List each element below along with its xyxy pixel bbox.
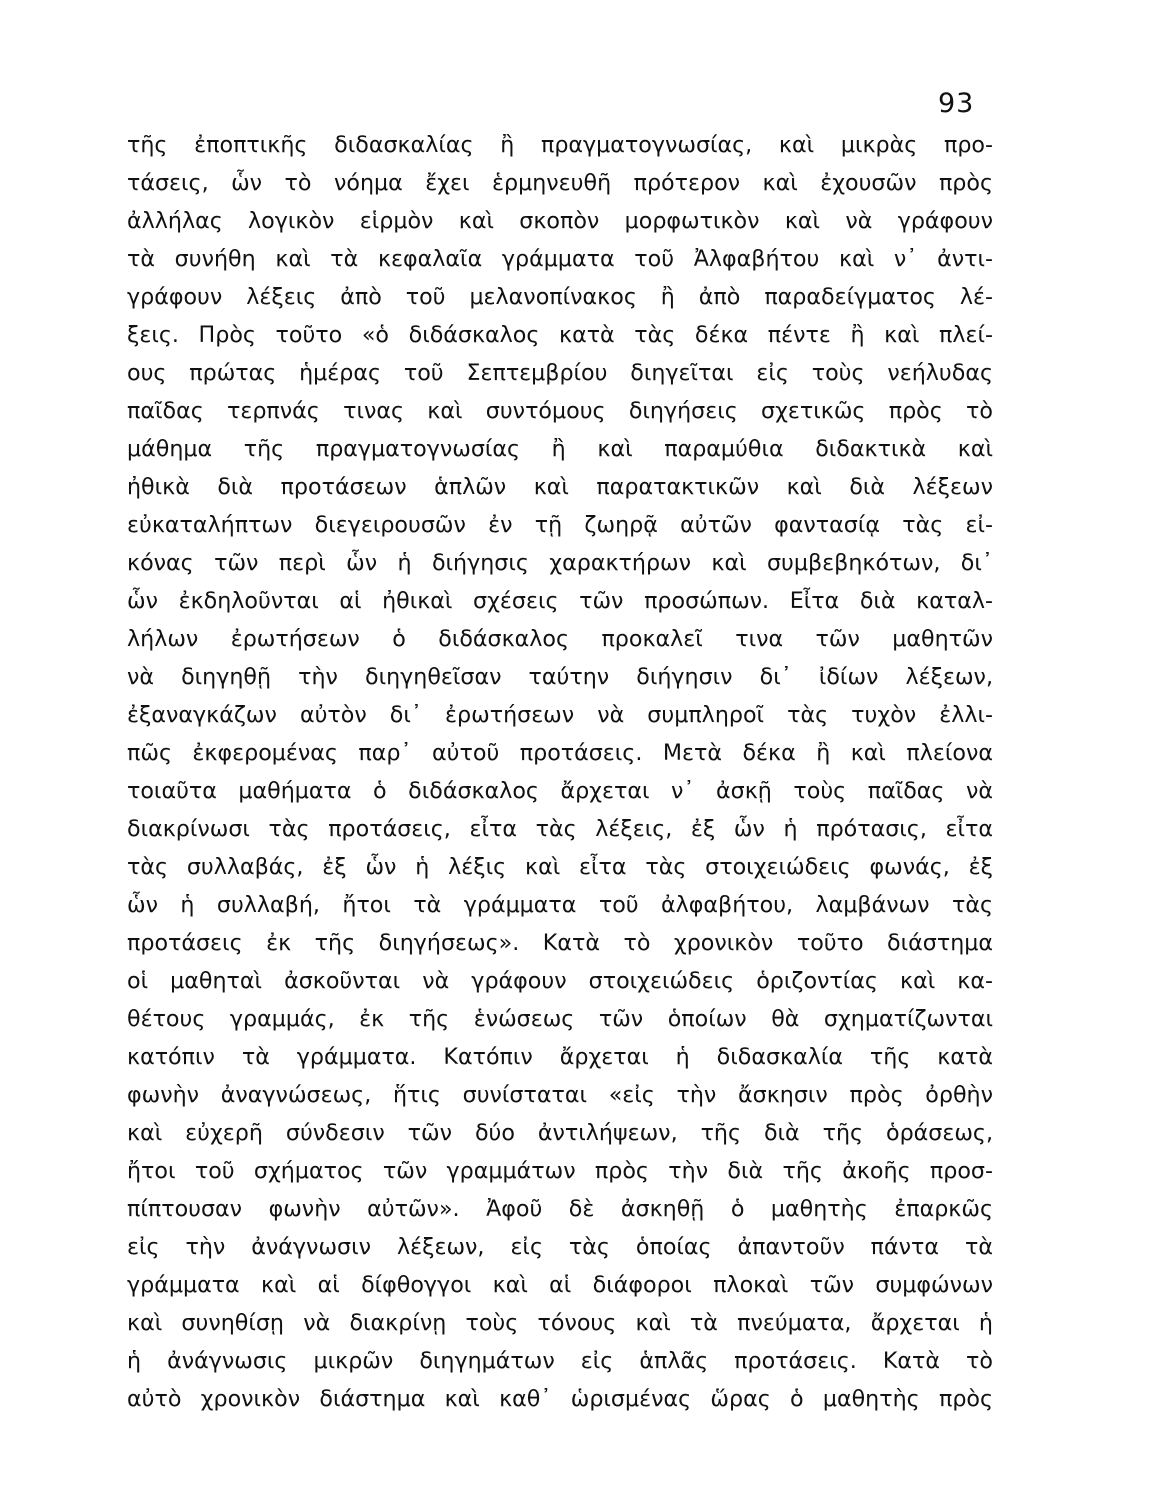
- text-line: ξεις. Πρὸς τοῦτο «ὁ διδάσκαλος κατὰ τὰς δέκα πέντε ἢ καὶ πλεί-: [127, 322, 993, 348]
- text-line: λήλων ἐρωτήσεων ὁ διδάσκαλος προκαλεῖ τινα τῶν μαθητῶν: [127, 626, 993, 652]
- text-line: ἡ ἀνάγνωσις μικρῶν διηγημάτων εἰς ἁπλᾶς προτάσεις. Κατὰ τὸ: [127, 1348, 993, 1374]
- text-line: ἐξαναγκάζων αὐτὸν δι᾽ ἐρωτήσεων νὰ συμπληροῖ τὰς τυχὸν ἐλλι-: [127, 702, 993, 728]
- text-line: γράφουν λέξεις ἀπὸ τοῦ μελανοπίνακος ἢ ἀπὸ παραδείγματος λέ-: [127, 284, 993, 310]
- text-line: διακρίνωσι τὰς προτάσεις, εἶτα τὰς λέξεις, ἐξ ὧν ἡ πρότασις, εἶτα: [127, 816, 993, 842]
- text-line: ὧν ἐκδηλοῦνται αἱ ἠθικαὶ σχέσεις τῶν προσώπων. Εἶτα διὰ καταλ-: [127, 588, 993, 614]
- text-line: τοιαῦτα μαθήματα ὁ διδάσκαλος ἄρχεται ν᾽ ἀσκῇ τοὺς παῖδας νὰ: [127, 778, 993, 804]
- page-number: 93: [938, 88, 975, 119]
- text-line: ἀλλήλας λογικὸν εἱρμὸν καὶ σκοπὸν μορφωτικὸν καὶ νὰ γράφουν: [127, 208, 993, 234]
- text-line: αὐτὸ χρονικὸν διάστημα καὶ καθ᾽ ὡρισμένας ὥρας ὁ μαθητὴς πρὸς: [127, 1386, 993, 1412]
- text-line: εἰς τὴν ἀνάγνωσιν λέξεων, εἰς τὰς ὁποίας ἀπαντοῦν πάντα τὰ: [127, 1234, 993, 1260]
- text-line: κατόπιν τὰ γράμματα. Κατόπιν ἄρχεται ἡ διδασκαλία τῆς κατὰ: [127, 1044, 993, 1070]
- text-line: γράμματα καὶ αἱ δίφθογγοι καὶ αἱ διάφοροι πλοκαὶ τῶν συμφώνων: [127, 1272, 993, 1298]
- text-line: πῶς ἐκφερομένας παρ᾽ αὐτοῦ προτάσεις. Μετὰ δέκα ἢ καὶ πλείονα: [127, 740, 993, 766]
- text-line: καὶ συνηθίσῃ νὰ διακρίνῃ τοὺς τόνους καὶ τὰ πνεύματα, ἄρχεται ἡ: [127, 1310, 993, 1336]
- text-line: τῆς ἐποπτικῆς διδασκαλίας ἢ πραγματογνωσίας, καὶ μικρὰς προ-: [127, 132, 993, 158]
- text-line: τάσεις, ὧν τὸ νόημα ἔχει ἑρμηνευθῆ πρότερον καὶ ἐχουσῶν πρὸς: [127, 170, 993, 196]
- text-line: κόνας τῶν περὶ ὧν ἡ διήγησις χαρακτήρων καὶ συμβεβηκότων, δι᾽: [127, 550, 993, 576]
- text-line: φωνὴν ἀναγνώσεως, ἥτις συνίσταται «εἰς τὴν ἄσκησιν πρὸς ὀρθὴν: [127, 1082, 993, 1108]
- text-line: ὧν ἡ συλλαβή, ἤτοι τὰ γράμματα τοῦ ἀλφαβήτου, λαμβάνων τὰς: [127, 892, 993, 918]
- text-line: τὰς συλλαβάς, ἐξ ὧν ἡ λέξις καὶ εἶτα τὰς στοιχειώδεις φωνάς, ἐξ: [127, 854, 993, 880]
- text-line: οἱ μαθηταὶ ἀσκοῦνται νὰ γράφουν στοιχειώδεις ὁριζοντίας καὶ κα-: [127, 968, 993, 994]
- text-line: ους πρώτας ἡμέρας τοῦ Σεπτεμβρίου διηγεῖται εἰς τοὺς νεήλυδας: [127, 360, 993, 386]
- text-line: πίπτουσαν φωνὴν αὐτῶν». Ἀφοῦ δὲ ἀσκηθῇ ὁ μαθητὴς ἐπαρκῶς: [127, 1196, 993, 1222]
- body-text: [127, 126, 993, 1418]
- text-line: νὰ διηγηθῇ τὴν διηγηθεῖσαν ταύτην διήγησιν δι᾽ ἰδίων λέξεων,: [127, 664, 993, 690]
- text-line: θέτους γραμμάς, ἐκ τῆς ἑνώσεως τῶν ὁποίων θὰ σχηματίζωνται: [127, 1006, 993, 1032]
- text-line: ἤτοι τοῦ σχήματος τῶν γραμμάτων πρὸς τὴν διὰ τῆς ἀκοῆς προσ-: [127, 1158, 993, 1184]
- text-line: τὰ συνήθη καὶ τὰ κεφαλαῖα γράμματα τοῦ Ἀλφαβήτου καὶ ν᾽ ἀντι-: [127, 246, 993, 272]
- text-line: παῖδας τερπνάς τινας καὶ συντόμους διηγήσεις σχετικῶς πρὸς τὸ: [127, 398, 993, 424]
- text-line: μάθημα τῆς πραγματογνωσίας ἢ καὶ παραμύθια διδακτικὰ καὶ: [127, 436, 993, 462]
- text-line: ἠθικὰ διὰ προτάσεων ἁπλῶν καὶ παρατακτικῶν καὶ διὰ λέξεων: [127, 474, 993, 500]
- text-line: προτάσεις ἐκ τῆς διηγήσεως». Κατὰ τὸ χρονικὸν τοῦτο διάστημα: [127, 930, 993, 956]
- text-line: εὐκαταλήπτων διεγειρουσῶν ἐν τῇ ζωηρᾷ αὐτῶν φαντασίᾳ τὰς εἰ-: [127, 512, 993, 538]
- text-line: καὶ εὐχερῆ σύνδεσιν τῶν δύο ἀντιλήψεων, τῆς διὰ τῆς ὁράσεως,: [127, 1120, 993, 1146]
